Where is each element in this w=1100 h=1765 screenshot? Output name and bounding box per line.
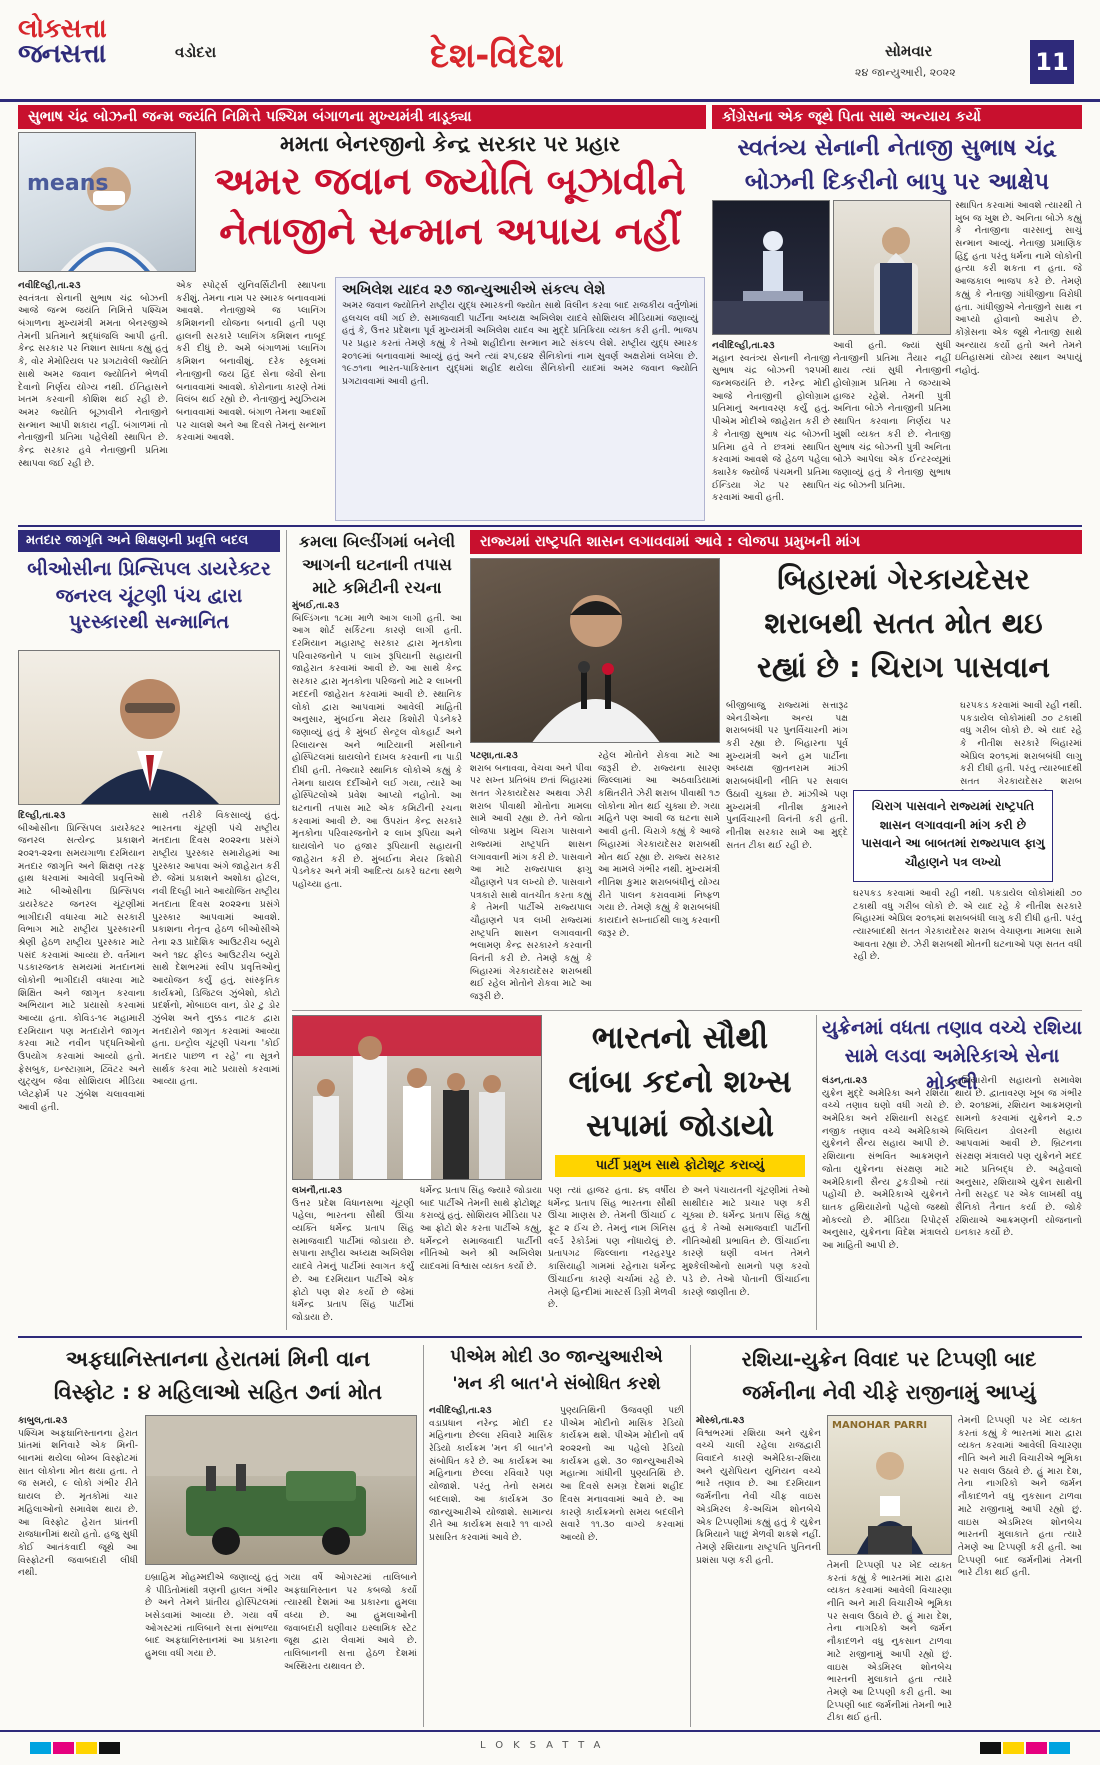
story1-headline-1: અમર જવાન જ્યોતિ બૂઝાવીને — [214, 159, 686, 203]
story5-dateline: પટણા,તા.૨૩ — [470, 750, 518, 761]
story10-dateline: મોસ્કો,તા.૨૩ — [696, 1415, 745, 1426]
story8-dateline: કાબુલ,તા.૨૩ — [18, 1415, 68, 1426]
story1-body-col2 — [176, 280, 326, 520]
story8-body-col2 — [145, 1572, 278, 1727]
story5-body-col3 — [726, 700, 848, 1005]
story4-headline: કમલા બિલ્ડીંગમાં બનેલી આગની ઘટનાની તપાસ માટે કમિટીની રચના — [298, 532, 456, 598]
story6-body-col2 — [420, 1185, 542, 1330]
group-photo-illustration — [293, 1016, 542, 1180]
pm-modi-photo — [833, 200, 951, 335]
story8-paragraph-1: પશ્ચિમ અફઘાનિસ્તાનના હેરાત પ્રાંતમાં શનિવારે એક મિની-બાનમાં થયેલા બોમ્બ વિસ્ફોટમાં સાત લોકોના મોત થયા હતા. તે જ સમયે, ૯ લોકો ગંભીર રીતે ઘાયલ છે. મૃતકોમાં ચાર મહિલાઓનો સમાવેશ થાય છે. આ વિસ્ફોટ હેરાત પ્રાંતની રાજધાનીમાં થયો હતો. હજુ સુધી કોઈ આતંકવાદી જૂથે આ વિસ્ફોટની જવાબદારી લીધી નથી. — [18, 1427, 138, 1579]
logo-bottom-text: જનસત્તા — [18, 39, 106, 69]
story9-paragraph-1: વડાપ્રધાન નરેન્દ્ર મોદી દર મહિનાના છેલ્લા રવિવારે માસિક રેડિયો કાર્યક્રમ 'મન કી બાત'ને સંબોધિત કરે છે. આ કાર્યક્રમ આ મહિનાના છેલ્લા રવિવારે પણ યોજાશે. પરંતુ તેનો સમય બદલાશે. આ કાર્યક્રમ ૩૦ જાન્યુઆરીએ યોજાશે. સામાન્ય રીતે આ કાર્યક્રમ સવારે ૧૧ વાગ્યે પ્રસારિત કરવામાં આવે છે. — [429, 1417, 553, 1543]
column-rule-3 — [423, 1345, 424, 1727]
column-rule-4 — [690, 1345, 691, 1727]
section-divider-1 — [18, 525, 1082, 527]
story4-paragraph: બિલ્ડિંગના ૧૮મા માળે આગ લાગી હતી. આ આગ શોર્ટ સર્કિટના કારણે લાગી હતી. દરમિયાન મહારાષ્ટ્ર સરકાર દ્વારા મૃતકોના પરિવારજનોને ૫ લાખ રૂપિયાની સહાયની જાહેરાત કરવામાં આવી છે. આ સાથે કેન્દ્ર સરકાર દ્વારા મૃતકોના પરિજનો માટે ૨ લાખની મદદની જાહેરાત કરવામાં આવી છે. સ્થાનિક લોકો દ્વારા આપવામાં આવેલી માહિતી અનુસાર, મુંબઈના મેયર કિશોરી પેડનેકરે જણાવ્યું હતું કે મુંબઈ સેન્ટ્રલ વોકહાર્ટ અને રિલાયન્સ અને ભાટિયાની મસીનાને હોસ્પિટલમાં ઘાયલોને દાખલ કરવાની ના પાડી દીધી હતી. તેજ્યારે સ્થાનિક લોકોએ કહ્યું કે તેમના ઘાયલ દર્દીઓને લઈ ગયા, ત્યારે આ હોસ્પિટલોએ પ્રવેશ આપ્યો નહોતો. આ ઘટનાની તપાસ માટે એક કમિટીની રચના કરવામાં આવી છે. આ ઉપરાંત કેન્દ્ર સરકારે મૃતકોના પરિવારજનોને ૨ લાખ રૂપિયા અને ઘાયલોને ૫૦ હજાર રૂપિયાની સહાયની જાહેરાત કરી છે. મુંબઈના મેયર કિશોરી પેડનેકર અને મંત્રી આદિત્ય ઠાકરે ઘટના સ્થળે પહોંચ્યા હતા. — [292, 612, 462, 891]
story2-paragraph-1: મહાન સ્વતંત્ર્ય સેનાની નેતાજી સુભાષ ચંદ્ર બોઝની ૧૨૫મી જન્મજયંતિ છે. નરેન્દ્ર મોદી આજે નેતાજીની હોલોગ્રામ પ્રતિમાનું અનાવરણ કર્યું હતું. પીએમ મોદીએ જાહેરાત કરી છે કે નેતાજી સુભાષ ચંદ્ર બોઝની પ્રતિમા હવે તે છત્રમાં સ્થાપિત કરવામાં આવશે જે હેઠળ પહેલા ક્યારેક જ્યોર્જ પંચમની પ્રતિમા ઈન્ડિયા ગેટ પર સ્થાપિત કરવામાં આવી હતી. — [712, 352, 830, 504]
story6-subhead: પાર્ટી પ્રમુખ સાથે ફોટોશૂટ કરાવ્યું — [555, 1155, 805, 1177]
story5-quote-box — [853, 790, 1053, 882]
story6-headline-2: લાંબા કદનો શખ્સ — [568, 1064, 792, 1100]
herat-blast-photo — [145, 1415, 417, 1565]
story6-body-col4 — [682, 1185, 810, 1330]
story5-paragraph-5: ઘરપકડ કરવામાં આવી રહી નથી. પકડાયેલ લોકોમાંથી ૭૦ ટકાથી વધુ ગરીબ લોકો છે. એ યાદ રહે કે નીતીશ સરકારે બિહારમાં એપ્રિલ ૨૦૧૬માં શરાબબંધી લાગુ કરી દીધી હતી. પરંતુ ત્યારબાદથી સતત ગેરકાયદેસર શરાબ વેચાણના મામલા સામે આવતા રહ્યા છે. ઝેરી શરાબથી મોતની ઘટનાઓ પણ સતત વધી રહી છે. — [853, 888, 1082, 963]
story6-headline-1: ભારતનો સૌથી — [591, 1020, 769, 1056]
story3-paragraph-1: બીઓસીના પ્રિન્સિપલ ડાયરેક્ટર જનરલ સત્યેન્દ્ર પ્રકાશને ૨૦૨૧-૨૨ના સમયગાળા દરમિયાન મતદાર જાગૃતિ અને શિક્ષણ તરફ હાથ ધરવામાં આવેલી પ્રવૃત્તિઓ માટે બીઓસીના પ્રિન્સિપલ ડાયરેક્ટર જનરલ ચૂંટણીમાં ભાગીદારી વધારવા માટે સરકારી વિભાગ માટે રાષ્ટ્રીય પુરસ્કારની શ્રેણી હેઠળ રાષ્ટ્રીય પુરસ્કાર માટે પસંદ કરવામાં આવ્યા છે. વર્તમાન પડકારજનક સમયમાં મતદાનમાં લોકોની ભાગીદારી વધારવા માટે શિક્ષિત અને જાગૃત કરવાના અભિયાન માટે પ્રયાસો કરવામાં આવ્યા હતા. કોવિડ-૧૯ મહામારી દરમિયાન પણ મતદારોને જાગૃત કરવા માટે નવીન પદ્ધતિઓનો ઉપયોગ કરવામાં આવ્યો હતો. ફેસબુક, ઇન્સ્ટાગ્રામ, ટ્વિટર અને યુટ્યુબ જેવા સોશિયલ મીડિયા પ્લેટફોર્મ પર ઝુંબેશ ચલાવવામાં આવી હતી. — [18, 822, 145, 1113]
registration-marks — [30, 1742, 120, 1754]
story4-dateline: મુંબઈ,તા.૨૩ — [292, 600, 340, 611]
publication-date: ૨૪ જાન્યુઆરી, ૨૦૨૨ — [855, 66, 956, 79]
story5-paragraph-2: રહેલ મોતોને રોકવા માટે આ જરૂરી છે. રાજ્યના સારણ જિલ્લામાં આ અઠવાડિયામાં કથિતરીતે ઝેરી શરાબ પીવાથી ૧૭ લોકોના મોત થઈ ચુક્યા છે. ગયા મહિને પણ આવી જ ઘટના સામે આવી હતી. ચિરાગે કહ્યું કે આજે બિહારમાં ગેરકાયદેસર શરાબથી મોત થઈ રહ્યા છે. રાજ્ય સરકાર આ મામલે ગંભીર નથી. મુખ્યમંત્રી નીતિશ કુમાર શરાબબંધીનું યોગ્ય રીતે પાલન કરાવવામાં નિષ્ફળ ગયા છે. તેમણે કહ્યું કે શરાબબંધી કાયદાને સખ્તાઈથી લાગુ કરવાની જરૂર છે. — [598, 750, 720, 939]
story5-body-col1 — [470, 750, 592, 1005]
story5-body-col2 — [598, 750, 720, 1005]
story9-paragraph-2: પુણ્યતિથિની ઉજવણી પછી પીએમ મોદીનો માસિક રેડિયો કાર્યક્રમ થશે. પીએમ મોદીનો વર્ષ ૨૦૨૨નો આ પહેલો રેડિયો કાર્યક્રમ હશે. ૩૦ જાન્યુઆરીએ મહાત્મા ગાંધીની પુણ્યતિથિ છે. આ દિવસે સમગ્ર દેશમાં શહીદ દિવસ મનાવવામાં આવે છે. આ કારણે કાર્યક્રમનો સમય બદલીને સવારે ૧૧.૩૦ વાગ્યે કરવામાં આવ્યો છે. — [560, 1405, 684, 1543]
section-divider-2 — [292, 1010, 1082, 1011]
story5-headline-2: શરાબથી સતત મોત થઇ — [764, 606, 1043, 640]
story5-paragraph-3: બીજીબાજુ રાજ્યમાં સત્તારૂઢ એનડીએના અન્ય પક્ષ શરાબબંધી પર પુનર્વિચારની માંગ કરી રહ્યા છે. બિહારના પૂર્વ મુખ્યમંત્રી અને હમ પાર્ટીના અધ્યક્ષ જીતનરામ માંઝી શરાબબંધીની નીતિ પર સવાલ ઉઠાવી ચુક્યા છે. માંઝીએ પણ મુખ્યમંત્રી નીતીશ કુમારને પુનર્વિચારની વિનંતી કરી હતી. નીતીશ સરકાર સામે આ મુદ્દે સતત ટીકા થઈ રહી છે. — [726, 700, 848, 851]
registration-marks-right — [980, 1742, 1070, 1754]
story3-body-col2 — [152, 810, 280, 1330]
story8-body-col1 — [18, 1415, 138, 1727]
tallest-man-photo — [292, 1015, 542, 1180]
quote-text: ચિરાગ પાસવાને રાજ્યમાં રાષ્ટ્રપતિ શાસન લગાવવાની માંગ કરી છે પાસવાને આ બાબતમાં રાજ્યપાલ ફાગુ ચૌહાણને પત્ર લખ્યો — [861, 799, 1045, 869]
story10-paragraph-2: તેમની ટિપ્પણી પર ખેદ વ્યક્ત કરતાં કહ્યું કે ભારતમાં મારા દ્વારા વ્યક્ત કરવામાં આવેલી વિચારણા નીતિ અને મારી વિચારીએ ભૂમિકા પર સવાલ ઉઠાવે છે. હું મારા દેશ, તેના નાગરિકો અને જર્મન નૌકાદળને વધુ નુકસાન ટાળવા માટે રાજીનામું આપી રહ્યો છું. વાઇસ એડમિરલ શોનબેચ ભારતની મુલાકાતે હતા ત્યારે તેમણે આ ટિપ્પણી કરી હતી. આ ટિપ્પણી બાદ જર્મનીમાં તેમની ભારે ટીકા થઈ હતી. — [827, 1560, 952, 1724]
story7-headline-1: યુક્રેનમાં વધતા તણાવ વચ્ચે રશિયા — [822, 1017, 1083, 1039]
logo-top-text: લોકસત્તા — [18, 14, 106, 44]
story10-paragraph-3: તેમની ટિપ્પણી પર ખેદ વ્યક્ત કરતાં કહ્યું કે ભારતમાં મારા દ્વારા વ્યક્ત કરવામાં આવેલી વિચારણા નીતિ અને મારી વિચારીએ ભૂમિકા પર સવાલ ઉઠાવે છે. હું મારા દેશ, તેના નાગરિકો અને જર્મન નૌકાદળને વધુ નુકસાન ટાળવા માટે રાજીનામું આપી રહ્યો છું. વાઇસ એડમિરલ શોનબેચ ભારતની મુલાકાતે હતા ત્યારે તેમણે આ ટિપ્પણી કરી હતી. આ ટિપ્પણી બાદ જર્મનીમાં તેમની ભારે ટીકા થઈ હતી. — [958, 1415, 1082, 1579]
story6-body-col3 — [548, 1185, 676, 1330]
story2-headline-2: બોઝની દિકરીનો બાપુ પર આક્ષેપ — [744, 169, 1050, 195]
column-rule-2 — [816, 1015, 817, 1330]
section-divider-3 — [18, 1336, 1082, 1338]
masthead — [0, 0, 1100, 102]
page-number: 11 — [1030, 40, 1074, 84]
portrait-illustration — [19, 133, 196, 272]
story6-dateline: લખનૌ,તા.૨૩ — [292, 1185, 342, 1196]
story7-dateline: લંડન,તા.૨૩ — [822, 1075, 868, 1086]
story9-body-col2 — [560, 1405, 684, 1727]
story10-body-col2 — [827, 1560, 952, 1727]
mamata-photo — [18, 132, 196, 272]
footer-strip — [0, 1730, 1100, 1765]
story4-body — [292, 600, 462, 900]
story2-body-col2 — [833, 340, 951, 520]
netaji-hologram-photo — [712, 200, 830, 335]
story2-headline-1: સ્વતંત્ર્ય સેનાની નેતાજી સુભાષ ચંદ્ર — [737, 135, 1057, 161]
story3-ribbon: મતદાર જાગૃતિ અને શિક્ષણની પ્રવૃત્તિ બદલ — [18, 530, 280, 552]
story7-body-col1 — [822, 1075, 949, 1330]
police-vehicle-illustration — [146, 1416, 417, 1565]
story1-headline-2: નેતાજીને સન્માન અપાય નહીં — [219, 209, 681, 253]
story10-headline-2: જર્મનીના નેવી ચીફે રાજીનામું આપ્યું — [742, 1380, 1036, 1404]
edition-city: વડોદરા — [175, 43, 217, 61]
story1-kicker: મમતા બેનરજીનો કેન્દ્ર સરકાર પર પ્રહાર — [280, 132, 620, 156]
story1-paragraph-1: સ્વતંત્રતા સેનાની સુભાષ ચંદ્ર બોઝની આજે જન્મ જયંતિ નિમિત્તે પશ્ચિમ બંગાળના મુખ્યમંત્રી મમતા બેનરજીએ તેમની પ્રતિમાને શ્રદ્ધાંજલિ આપી હતી. કેન્દ્ર સરકાર પર નિશાન સાધતા કહ્યું હતું કે, વોર મેમોરિયલ પર પ્રગટાવેલી જ્યોતિ સાથે અમર જવાન જ્યોતિને ભેળવી દેવાનો નિર્ણય યોગ્ય નથી. ઈતિહાસને ખતમ કરવાની કોશિશ થઈ રહી છે. અમર જ્યોતિ બૂઝાવીને નેતાજીને સન્માન આપી શકાય નહીં. બંગાળમાં તો નેતાજીની પ્રતિમા પહેલેથી સ્થાપિત છે. કેન્દ્ર સરકાર હવે નેતાજીની પ્રતિમા સ્થાપવા જઈ રહી છે. — [18, 292, 168, 469]
story3-headline: બીઓસીના પ્રિન્સિપલ ડાયરેક્ટર જનરલ ચૂંટણી પંચ દ્વારા પુરસ્કારથી સન્માનિત — [27, 558, 271, 634]
story7-paragraph-1: યુક્રેન મુદ્દે અમેરિકા અને રશિયા વચ્ચે તણાવ ઘણો વધી ગયો છે. અમેરિકા અને રશિયાની સરહદ નજીક તણાવ વચ્ચે અમેરિકાએ યુક્રેનને સૈન્ય સહાય આપી છે. રશિયાના સંભવિત આક્રમણને જોતા યુક્રેનના સંરક્ષણ માટે અમેરિકાની સૈન્ય ટુકડીઓ ત્યાં પહોંચી છે. અમેરિકાએ યુક્રેનને ઘાતક હથિયારોનો પહેલો જથ્થો મોકલ્યો છે. મીડિયા રિપોર્ટ્સ અનુસાર, યુક્રેનના વિદેશ મંત્રાલયે આ માહિતી આપી છે. — [822, 1087, 949, 1251]
story8-paragraph-3: ગયા વર્ષે ઓગસ્ટમાં તાલિબાને અફઘાનિસ્તાન પર કબજો કર્યો ત્યારથી દેશમાં આ પ્રકારના હુમલા વધ્યા છે. આ હુમલાઓની જવાબદારી ઘણીવાર ઇસ્લામિક સ્ટેટ જૂથ દ્વારા લેવામાં આવે છે. તાલિબાનની સત્તા હેઠળ દેશમાં અસ્થિરતા યથાવત છે. — [284, 1572, 417, 1672]
akhilesh-box — [335, 277, 705, 521]
newspaper-logo — [18, 14, 163, 84]
story6-paragraph-3: પણ ત્યાં હાજર હતા. ૪૬ વર્ષીય ધર્મેન્દ્ર પ્રતાપ સિંહ ભારતના સૌથી ઊંચા માણસ છે. તેમની ઊંચાઈ ૮ ફૂટ ૨ ઈંચ છે. તેમનું નામ ગિનિસ વર્લ્ડ રેકોર્ડમાં પણ નોંધાયેલું છે. પ્રતાપગઢ જિલ્લાના નરહરપુર કાસિયાહી ગામમાં રહેનારા ધર્મેન્દ્ર ઊંચાઈના કારણે ચર્ચામાં રહે છે. તેમણે હિન્દીમાં માસ્ટર્સ ડિગ્રી મેળવી છે. — [548, 1185, 676, 1311]
story5-headline-3: રહ્યાં છે : ચિરાગ પાસવાન — [756, 650, 1050, 684]
story1-body-col1 — [18, 280, 168, 520]
story1-dateline: નવીદિલ્હી,તા.૨૩ — [18, 280, 81, 291]
story9-body-col1 — [429, 1405, 553, 1727]
story1-paragraph-2: એક સ્પોર્ટ્સ યુનિવર્સિટીની સ્થાપના કરીશું. તેમના નામ પર સ્મારક બનાવવામાં આવશે. નેતાજીએ જ પ્લાનિંગ કમિશનની યોજના બનાવી હતી પણ હાલની સરકારે પ્લાનિંગ કમિશન નાબૂદ કરી દીધું છે. અમે બંગાળમાં પ્લાનિંગ કમિશન બનાવીશું. દરેક સ્કૂલમાં નેતાજીની જય હિંદ સેના જેવી સેના બનાવવામાં આવશે. કોરોનાના કારણે તેમાં વિલંબ થઈ રહ્યો છે. નેતાજીનું મ્યુઝિયમ બનાવવામાં આવશે. બંગાળ તેમના આદર્શો પર ચાલશે અને આ દિવસે તેમનું સન્માન કરવામાં આવશે. — [176, 280, 326, 444]
story6-paragraph-1: ઉત્તર પ્રદેશ વિધાનસભા ચૂંટણી પહેલા, ભારતના સૌથી ઊંચા વ્યક્તિ ધર્મેન્દ્ર પ્રતાપ સિંહ સમાજવાદી પાર્ટીમાં જોડાયા છે. સપાના રાષ્ટ્રીય અધ્યક્ષ અખિલેશ યાદવે તેમનું પાર્ટીમાં સ્વાગત કર્યું છે. આ દરમિયાન પાર્ટીએ એક ફોટો પણ શેર કર્યો છે જેમાં ધર્મેન્દ્ર પ્રતાપ સિંહ પાર્ટીમાં જોડાયા છે. — [292, 1197, 414, 1323]
story2-paragraph-2: આવી હતી. જ્યાં સુધી નેતાજીની પ્રતિમા તૈયાર નહીં થાય ત્યાં સુધી નેતાજીની હોલોગ્રામ પ્રતિમા તે જગ્યાએ હાજર રહેશે. તેમની પુત્રી અનિતા બોઝે નેતાજીની પ્રતિમા સ્થાપિત કરવાના નિર્ણય પર ખુશી વ્યક્ત કરી છે. નેતાજી સુભાષ ચંદ્ર બોઝની પુત્રી અનિતા બોઝે આપેલા એક ઈન્ટરવ્યૂમાં જણાવ્યું હતું કે નેતાજી સુભાષ ચંદ્ર બોઝની પ્રતિમા. — [833, 340, 951, 491]
footer-brand-text: LOKSATTA — [480, 1740, 611, 1751]
akhilesh-box-title: અખિલેશ યાદવ ૨૭ જાન્યુઆરીએ સંકલ્પ લેશે — [342, 282, 606, 298]
story5-paragraph-1: શરાબ બનાવવા, વેચવા અને પીવા પર સખ્ત પ્રતિબંધ છતાં બિહારમાં સતત ગેરકાયદેસર અથવા ઝેરી શરાબ પીવાથી મોતોના મામલા સામે આવી રહ્યા છે. તેને જોતા લોજપા પ્રમુખ ચિરાગ પાસવાને રાજ્યમાં રાષ્ટ્રપતિ શાસન લગાવવાની માંગ કરી છે. પાસવાને આ માટે રાજ્યપાલ ફાગુ ચૌહાણને પત્ર લખ્યો છે. પાસવાને પત્રકારો સાથે વાતચીત કરતા કહ્યું કે તેમની પાર્ટીએ રાજ્યપાલ ચૌહાણને પત્ર લખી રાજ્યમાં રાષ્ટ્રપતિ શાસન લગાવવાની ભલામણ કેન્દ્ર સરકારને કરવાની વિનંતી કરી છે. તેમણે કહ્યું કે બિહારમાં ગેરકાયદેસર શરાબથી થઈ રહેલ મોતોને રોકવા માટે આ જરૂરી છે. — [470, 762, 592, 1003]
story2-body-col3 — [955, 200, 1082, 520]
portrait-illustration — [19, 651, 280, 805]
story6-paragraph-4: છે અને પંચાયતની ચૂંટણીમાં તેઓ સાથીદાર માટે પ્રચાર પણ કરી ચૂક્યા છે. ધર્મેન્દ્ર પ્રતાપ સિંહ કહ્યું હતું કે તેઓ સમાજવાદી પાર્ટીની નીતિઓથી પ્રભાવિત છે. ઊંચાઈના કારણે ઘણી વખત તેમને મુશ્કેલીઓનો સામનો પણ કરવો પડે છે. તેઓ પોતાની ઊંચાઈના કારણે જાણીતા છે. — [682, 1185, 810, 1298]
story6-body-col1 — [292, 1185, 414, 1330]
story6-headline-3: સપામાં જોડાયો — [586, 1108, 774, 1144]
story5-headline-1: બિહારમાં ગેરકાયદેસર — [777, 562, 1030, 596]
story10-body-col3 — [958, 1415, 1082, 1727]
akhilesh-box-body: અમર જવાન જ્યોતિને રાષ્ટ્રીય યુદ્ધ સ્મારકની જ્યોત સાથે વિલીન કરવા બાદ રાજકીય વર્તુળોમાં હલચલ વધી ગઈ છે. સમાજવાદી પાર્ટીના અધ્યક્ષ અખિલેશ યાદવે સોશિયલ મીડિયામાં જણાવ્યું હતું કે, ઉત્તર પ્રદેશના પૂર્વ મુખ્યમંત્રી અખિલેશ યાદવ આ મુદ્દે પ્રતિક્રિયા વ્યક્ત કરી હતી. ભાજપ પર પ્રહાર કરતાં તેમણે કહ્યું કે તેઓ શહીદોના સન્માન માટે સંકલ્પ લેશે. રાષ્ટ્રીય યુદ્ધ સ્મારક ૨૦૧૯માં બનાવવામાં આવ્યું હતું અને ત્યાં ૨૫,૯૪૨ સૈનિકોનાં નામ સુવર્ણ અક્ષરોમાં લખેલા છે. ૧૯૭૧ના ભારત-પાકિસ્તાન યુદ્ધમાં શહીદ થયેલા સૈનિકોની યાદમાં અમર જવાન જ્યોતિ પ્રગટાવવામાં આવી હતી. — [342, 300, 698, 388]
chirag-paswan-photo — [470, 558, 720, 743]
officer-illustration — [828, 1416, 952, 1555]
story9-headline-1: પીએમ મોદી ૩૦ જાન્યુઆરીએ — [450, 1347, 663, 1367]
story9-dateline: નવીદિલ્હી,તા.૨૩ — [429, 1405, 492, 1416]
story10-headline-1: રશિયા-યુક્રેન વિવાદ પર ટિપ્પણી બાદ — [741, 1347, 1037, 1371]
story6-paragraph-2: ધર્મેન્દ્ર પ્રતાપ સિંહ જ્યારે જોડાયા બાદ પાર્ટીએ તેમની સાથે ફોટોશૂટ કરાવ્યું હતું. સોશિયલ મીડિયા પર આ ફોટો શેર કરતા પાર્ટીએ કહ્યું, ધર્મેન્દ્રને સમાજવાદી પાર્ટીની નીતિઓ અને શ્રી અખિલેશ યાદવમાં વિશ્વાસ વ્યક્ત કર્યો છે. — [420, 1185, 542, 1273]
story8-paragraph-2: ઇબ્રાહિમ મોહમ્મદીએ જણાવ્યું હતું કે પીડિતોમાંથી ત્રણની હાલત ગંભીર છે અને તેમને પ્રાંતીય હોસ્પિટલમાં ખસેડવામાં આવ્યા છે. ગયા વર્ષે ઓગસ્ટમાં તાલિબાને સત્તા સંભાળ્યા બાદ અફઘાનિસ્તાનમાં આ પ્રકારના હુમલા વધી ગયા છે. — [145, 1572, 278, 1660]
story2-paragraph-3: સ્થાપિત કરવામાં આવશે ત્યારથી તે ખુબ જ ખુશ છે. અનિતા બોઝે કહ્યું કે નેતાજીના વારસાનું સાચું સન્માન આવ્યું. નેતાજી પ્રમાણિક હિંદુ હતા પરંતુ ધર્મના નામે લોકોની હત્યા કરી શકતા ન હતા. જે આજકાલ ભાજપ કરે છે. તેમણે કહ્યું કે નેતાજી ગાંધીજીના વિરોધી હતા. ગાંધીજીએ નેતાજીને સાથ ન આપ્યો હોવાનો આરોપ છે. કોંગ્રેસના એક જૂથે નેતાજી સાથે અન્યાય કર્યો હતો અને તેમને ઇતિહાસમાં યોગ્ય સ્થાન અપાયું નહોતું. — [955, 200, 1082, 376]
story5-body-col4-bottom — [853, 888, 1082, 1005]
statue-illustration — [713, 201, 830, 335]
navy-chief-photo — [827, 1415, 952, 1555]
photo-backdrop-text: means — [27, 171, 109, 196]
story7-paragraph-2: હથિયારોની સહાયનો સમાવેશ થાય છે. દ્વાતાવરણ ખૂબ જ ગંભીર છે. ૨૦૧૪માં, રશિયન આક્રમણનો સામનો કરવામાં યુક્રેનને ૨.૭ બિલિયન ડોલરની સહાય આપવામાં આવી છે. બ્રિટનના સંરક્ષણ મંત્રાલયે પણ યુક્રેનને મદદ માટે પ્રતિબદ્ધ છે. અહેવાલો અનુસાર, રશિયાએ યુક્રેન સાથેની તેની સરહદ પર એક લાખથી વધુ સૈનિકો તૈનાત કર્યા છે. જોકે રશિયાએ આક્રમણની યોજનાનો ઇનકાર કર્યો છે. — [955, 1075, 1082, 1239]
publication-day: સોમવાર — [885, 42, 933, 60]
satyendra-prakash-photo — [18, 650, 280, 805]
story7-body-col2 — [955, 1075, 1082, 1330]
story10-body-col1 — [696, 1415, 821, 1727]
story9-headline-2: 'મન કી બાત'ને સંબોધિત કરશે — [452, 1374, 661, 1394]
story2-dateline: નવીદિલ્હી,તા.૨૩ — [712, 340, 775, 351]
story8-headline-2: વિસ્ફોટ : ૪ મહિલાઓ સહિત ૭નાં મોત — [53, 1380, 383, 1404]
story3-paragraph-2: સાથે તરીકે વિકસાવ્યું હતું. ભારતના ચૂંટણી પંચે રાષ્ટ્રીય મતદાતા દિવસ ૨૦૨૨ના પ્રસંગે રાષ્ટ્રીય પુરસ્કાર સમારોહમાં આ પુરસ્કાર આપવા અંગે જાહેરાત કરી છે. જેમાં પ્રકાશને અશોકા હોટલ, નવી દિલ્હી ખાતે આયોજિત રાષ્ટ્રીય મતદાતા દિવસ ૨૦૨૨ના પ્રસંગે પુરસ્કાર આપવામાં આવશે. પ્રકાશના નેતૃત્વ હેઠળ બીઓસીએ તેના ૨૩ પ્રાદેશિક આઉટરીચ બ્યુરો અને ૧૪૮ ફીલ્ડ આઉટરીચ બ્યુરો સાથે દેશભરમાં સ્વીપ પ્રવૃત્તિઓનું આયોજન કર્યું હતું. સાંસ્કૃતિક કાર્યક્રમો, ડિજિટલ ઝુંબેશો, કોટો પ્રદર્શનો, મોબાઇલ વાન, ડોર ટુ ડોર ઝુંબેશ અને નુક્કડ નાટક દ્વારા મતદારોને જાગૃત કરવામાં આવ્યા હતા. ઇન્ટ્રોલ ચૂંટણી પંચના 'કોઈ મતદાર પાછળ ન રહે' ના સૂત્રને સાર્થક કરવા માટે પ્રયાસો કરવામાં આવ્યા હતા. — [152, 810, 280, 1088]
photo-backdrop-text: MANOHAR PARRI — [832, 1420, 928, 1431]
story5-body-col4-top — [960, 700, 1082, 790]
story7-headline-2: સામે લડવા અમેરિકાએ સેના મોકલી — [844, 1045, 1060, 1094]
column-rule-1 — [286, 530, 287, 1330]
person-illustration — [834, 201, 951, 335]
story8-headline-1: અફઘાનિસ્તાનના હેરાતમાં મિની વાન — [65, 1347, 371, 1371]
story10-paragraph-1: વિશ્વભરમાં રશિયા અને યુક્રેન વચ્ચે ચાલી રહેલા રાજદ્વારી વિવાદને કારણે અમેરિકા-રશિયા અને યુરોપિયન યુનિયન વચ્ચે ભારે તણાવ છે. આ દરમિયાન જર્મનીના નેવી ચીફ વાઇસ એડમિરલ કે-અચિમ શોનબેચે એક ટિપ્પણીમાં કહ્યું હતું કે યુક્રેન ક્રિમિયાને પાછું મેળવી શકશે નહીં. તેમણે રશિયાના રાષ્ટ્રપતિ પુતિનની પ્રશંસા પણ કરી હતી. — [696, 1427, 821, 1566]
press-conference-illustration — [471, 559, 720, 743]
story1-ribbon: સુભાષ ચંદ્ર બોઝની જન્મ જયંતિ નિમિત્તે પશ્ચિમ બંગાળના મુખ્યમંત્રી ત્રાડૂક્યા — [18, 105, 706, 129]
story5-ribbon: રાજ્યમાં રાષ્ટ્રપતિ શાસન લગાવવામાં આવે : લોજપા પ્રમુખની માંગ — [470, 530, 1082, 554]
story5-paragraph-4: ઘરપકડ કરવામાં આવી રહી નથી. પકડાયેલ લોકોમાંથી ૭૦ ટકાથી વધુ ગરીબ લોકો છે. એ યાદ રહે કે નીતીશ સરકારે બિહારમાં એપ્રિલ ૨૦૧૬માં શરાબબંધી લાગુ કરી દીધી હતી. પરંતુ ત્યારબાદથી સતત ગેરકાયદેસર શરાબ — [960, 700, 1082, 788]
section-title: દેશ-વિદેશ — [430, 36, 564, 76]
story8-body-col3 — [284, 1572, 417, 1727]
story3-dateline: દિલ્હી,તા.૨૩ — [18, 810, 66, 821]
story3-body-col1 — [18, 810, 145, 1330]
story2-ribbon: કોંગ્રેસના એક જૂથે પિતા સાથે અન્યાય કર્યો — [712, 105, 1082, 129]
story2-body-col1 — [712, 340, 830, 520]
